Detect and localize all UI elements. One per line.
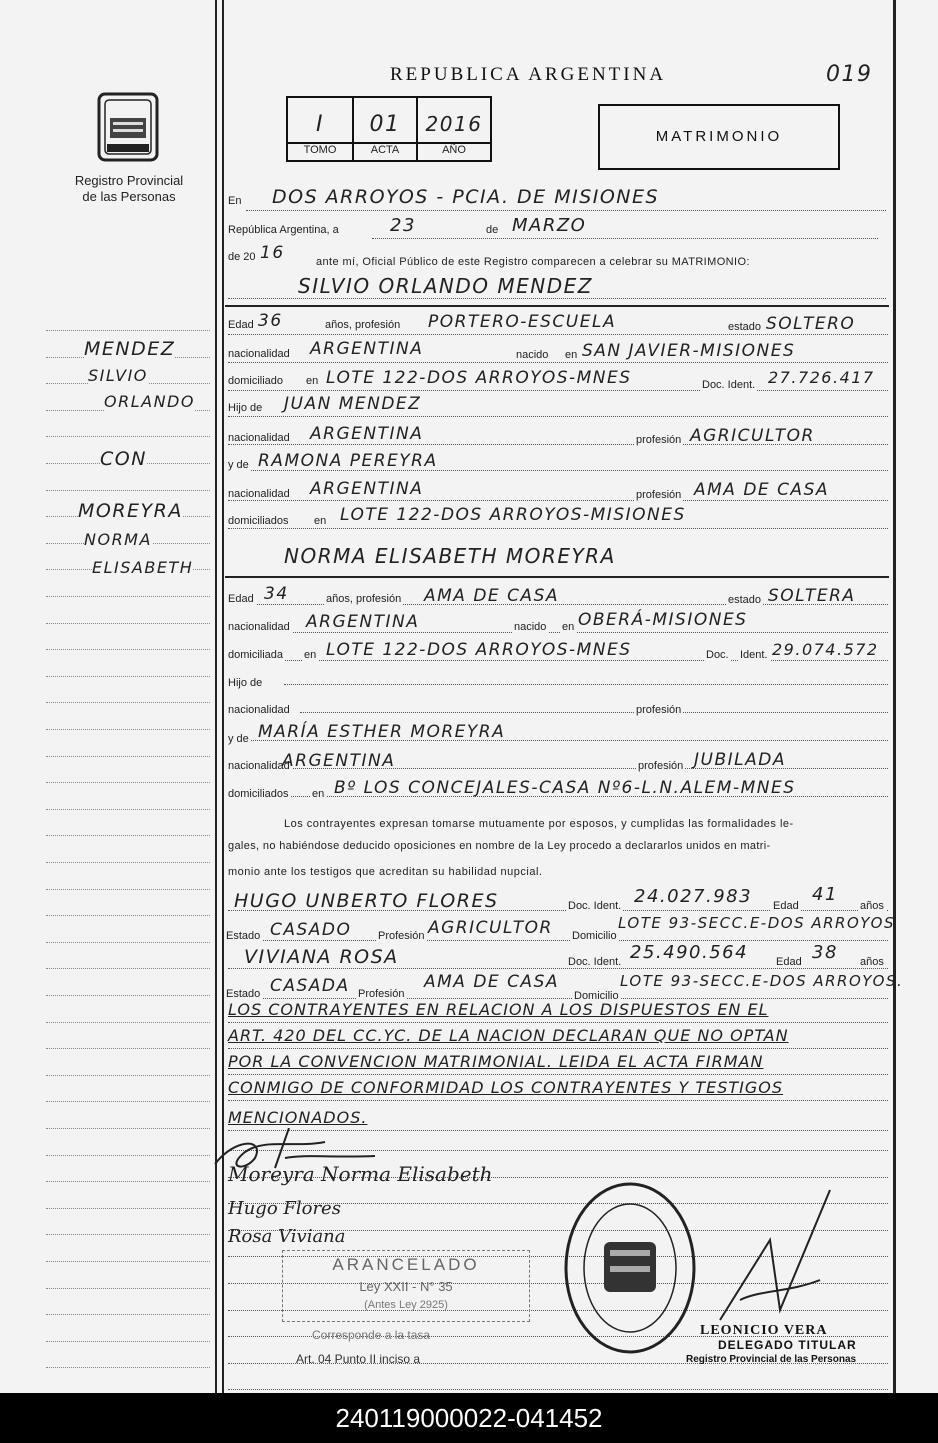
note-line-2: ART. 420 DEL CC.YC. DE LA NACION DECLARAN QUE NO OPTAN — [228, 1026, 789, 1045]
act-type: MATRIMONIO — [655, 128, 783, 145]
groom-signature-icon — [205, 1128, 385, 1188]
dotted-line — [228, 1100, 888, 1101]
groom-mother: RAMONA PEREYRA — [258, 451, 438, 471]
anio-label: AÑO — [442, 144, 466, 156]
margin-line — [46, 1022, 210, 1023]
note-line-3: POR LA CONVENCION MATRIMONIAL. LEIDA EL ACTA FIRMAN — [228, 1052, 764, 1071]
margin-line — [46, 596, 210, 597]
label-domicilio-w1: Domicilio — [572, 930, 617, 942]
label-estado-b: estado — [728, 594, 762, 606]
bride-age: 34 — [264, 584, 289, 604]
label-ident-b: Ident. — [740, 649, 768, 661]
right-border — [893, 0, 896, 1393]
label-doc-w1: Doc. Ident. — [568, 900, 622, 912]
dotted-line — [228, 1022, 888, 1023]
acta-label: ACTA — [370, 144, 400, 156]
dotted-line — [228, 998, 888, 999]
margin-line — [46, 1128, 210, 1129]
margin-line — [46, 1208, 210, 1209]
witness2-doc: 25.490.564 — [630, 942, 749, 963]
margin-name-line-3: ORLANDO — [104, 392, 195, 411]
label-anios-b: años, profesión — [326, 593, 402, 605]
label-nacido-en: en — [565, 349, 578, 361]
dotted-line — [228, 660, 888, 661]
groom-profession: PORTERO-ESCUELA — [428, 312, 617, 332]
year-suffix: 16 — [260, 243, 285, 263]
label-y-de-b: y de — [228, 733, 249, 745]
mother-nationality: ARGENTINA — [310, 479, 424, 499]
margin-name-line-1: MENDEZ — [84, 338, 176, 360]
signature-bride: Moreyra Norma Elisabeth — [228, 1162, 493, 1186]
witness2-status: CASADA — [270, 976, 350, 996]
label-hijo: Hijo de — [228, 402, 263, 414]
label-profesion-w1: Profesión — [378, 930, 425, 942]
dotted-line — [228, 1048, 888, 1049]
anio-value: 2016 — [425, 112, 483, 136]
signature-witness-1: Hugo Flores — [228, 1198, 341, 1219]
parents-address: LOTE 122-DOS ARROYOS-MISIONES — [340, 505, 686, 525]
tomo-label: TOMO — [303, 144, 337, 156]
groom-address: LOTE 122-DOS ARROYOS-MNES — [326, 368, 632, 388]
mother-profession: AMA DE CASA — [694, 480, 829, 500]
margin-line — [46, 915, 210, 916]
label-domiciliados: domiciliados — [228, 515, 289, 527]
declaration-line-2: gales, no habiéndose deducido oposiciones en nombre de la Ley procedo a declararlos unidos en matri- — [228, 840, 771, 852]
label-nacionalidad-b: nacionalidad — [228, 621, 290, 633]
dotted-line — [228, 528, 888, 529]
official-title: DELEGADO TITULAR — [718, 1338, 857, 1352]
act-type-box — [598, 104, 840, 170]
dotted-line — [300, 712, 888, 713]
label-domicilio-w2: Domicilio — [574, 990, 619, 1002]
label-estado: estado — [728, 321, 762, 333]
label-anios: años, profesión — [325, 319, 401, 331]
label-en: En — [228, 195, 242, 207]
label-edad-w2: Edad — [776, 956, 802, 968]
margin-line — [46, 490, 210, 491]
label-domiciliados-b: domiciliados — [228, 788, 289, 800]
footer-code: 240119000022-041452 — [0, 1393, 938, 1443]
margin-line — [46, 1101, 210, 1102]
dotted-line — [228, 362, 888, 363]
note-line-5: MENCIONADOS. — [228, 1108, 368, 1127]
groom-birthplace: SAN JAVIER-MISIONES — [582, 341, 796, 361]
signature-witness-2: Rosa Viviana — [228, 1226, 346, 1247]
groom-nationality: ARGENTINA — [310, 339, 424, 359]
bride-mother-nationality: ARGENTINA — [282, 751, 396, 771]
witness1-status: CASADO — [270, 920, 352, 940]
witness2-address: LOTE 93-SECC.E-DOS ARROYOS. — [620, 972, 904, 990]
margin-line — [46, 835, 210, 836]
dotted-line — [228, 416, 888, 417]
official-signature-icon — [710, 1180, 840, 1330]
bride-status: SOLTERA — [768, 586, 856, 606]
margin-name-line-7: ELISABETH — [92, 558, 194, 577]
tomo-value: I — [316, 112, 324, 137]
margin-line — [46, 968, 210, 969]
bride-address: LOTE 122-DOS ARROYOS-MNES — [326, 640, 632, 660]
label-doc: Doc. Ident. — [702, 379, 756, 391]
label-en-dom2: en — [314, 515, 327, 527]
margin-line — [46, 436, 210, 437]
label-en-dom: en — [306, 375, 319, 387]
margin-line — [46, 995, 210, 996]
label-profesion-f: profesión — [636, 434, 682, 446]
label-nacido: nacido — [516, 349, 549, 361]
margin-line — [46, 729, 210, 730]
label-nacionalidad: nacionalidad — [228, 348, 290, 360]
label-estado-w1: Estado — [226, 930, 261, 942]
official-name: LEONICIO VERA — [700, 1323, 828, 1338]
margin-line — [46, 1234, 210, 1235]
margin-line — [46, 862, 210, 863]
margin-line — [46, 756, 210, 757]
margin-name-line-4: CON — [100, 448, 147, 470]
margin-line — [46, 1261, 210, 1262]
declaration-line-1: Los contrayentes expresan tomarse mutuamente por esposos, y cumplidas las formalidades le- — [284, 818, 794, 830]
margin-line — [46, 942, 210, 943]
label-domiciliada: domiciliada — [228, 649, 284, 661]
label-republica: República Argentina, a — [228, 224, 339, 236]
stamp-line-2: Ley XXII - N° 35 — [359, 1279, 453, 1294]
witness1-address: LOTE 93-SECC.E-DOS ARROYOS — [618, 914, 896, 932]
bride-profession: AMA DE CASA — [424, 586, 559, 606]
label-estado-w2: Estado — [226, 988, 261, 1000]
official-org: Registro Provincial de las Personas — [686, 1354, 857, 1365]
label-de: de — [486, 224, 499, 236]
label-profesion-bf: profesión — [636, 704, 682, 716]
margin-line — [46, 1314, 210, 1315]
groom-age: 36 — [258, 311, 283, 331]
label-nacionalidad-f: nacionalidad — [228, 432, 290, 444]
label-anios-w2: años — [860, 956, 884, 968]
margin-line — [46, 676, 210, 677]
father-profession: AGRICULTOR — [690, 426, 815, 446]
stamp-line-5: Art. 04 Punto II inciso a — [296, 1352, 421, 1366]
dotted-line — [228, 500, 888, 501]
margin-line — [46, 889, 210, 890]
fee-stamp — [282, 1250, 530, 1322]
label-edad-b: Edad — [228, 593, 254, 605]
label-doc-w2: Doc. Ident. — [568, 956, 622, 968]
margin-line — [46, 1341, 210, 1342]
label-nacionalidad-bm: nacionalidad — [228, 760, 290, 772]
province-logo-icon — [95, 88, 161, 166]
dotted-line — [228, 940, 888, 941]
margin-line — [46, 623, 210, 624]
year-prefix: de 20 — [228, 251, 256, 263]
oficial-text: ante mí, Oficial Público de este Registro comparecen a celebrar su MATRIMONIO: — [316, 256, 750, 268]
dotted-line — [228, 968, 888, 969]
stamp-line-4: Corresponde a la tasa — [312, 1328, 431, 1342]
margin-name-line-6: NORMA — [84, 530, 152, 549]
stamp-line-1: ARANCELADO — [332, 1255, 480, 1274]
dotted-line — [228, 1074, 888, 1075]
label-nacido-en-b: en — [562, 621, 575, 633]
father-nationality: ARGENTINA — [310, 424, 424, 444]
groom-status: SOLTERO — [766, 314, 856, 334]
label-y-de: y de — [228, 459, 249, 471]
label-profesion-w2: Profesión — [358, 988, 405, 1000]
dotted-line — [228, 334, 888, 335]
stamp-line-3: (Antes Ley 2925) — [364, 1299, 448, 1311]
margin-line — [46, 1367, 210, 1368]
bride-nationality: ARGENTINA — [306, 612, 420, 632]
witness1-age: 41 — [812, 884, 838, 905]
dotted-line — [228, 390, 888, 391]
section-rule — [225, 305, 889, 307]
label-nacionalidad-m: nacionalidad — [228, 488, 290, 500]
note-line-1: LOS CONTRAYENTES EN RELACION A LOS DISPUESTOS EN EL — [228, 1000, 769, 1019]
day: 23 — [390, 215, 416, 236]
witness2-name: VIVIANA ROSA — [244, 946, 399, 968]
bride-parents-address: Bº LOS CONCEJALES-CASA Nº6-L.N.ALEM-MNES — [334, 778, 796, 798]
country-title: REPUBLICA ARGENTINA — [390, 64, 667, 85]
label-anios-w1: años — [860, 900, 884, 912]
section-rule-bride — [225, 576, 889, 578]
margin-name-line-2: SILVIO — [88, 366, 148, 385]
margin-name-line-5: MOREYRA — [78, 500, 183, 522]
margin-line — [46, 702, 210, 703]
label-nacionalidad-bf: nacionalidad — [228, 704, 290, 716]
label-en-dom-b: en — [304, 649, 317, 661]
label-hijo-b: Hijo de — [228, 677, 263, 689]
dotted-line — [228, 632, 888, 633]
margin-line — [46, 809, 210, 810]
note-line-4: CONMIGO DE CONFORMIDAD LOS CONTRAYENTES Y TESTIGOS — [228, 1078, 784, 1097]
label-profesion-bm: profesión — [638, 760, 684, 772]
acta-table — [286, 96, 492, 162]
margin-line — [46, 782, 210, 783]
witness1-name: HUGO UNBERTO FLORES — [234, 890, 499, 912]
groom-doc: 27.726.417 — [768, 368, 875, 387]
declaration-line-3: monio ante los testigos que acreditan su habilidad nupcial. — [228, 866, 543, 878]
witness2-age: 38 — [812, 942, 838, 963]
margin-line — [46, 1288, 210, 1289]
margin-line — [46, 1048, 210, 1049]
label-domiciliado: domiciliado — [228, 375, 284, 387]
month: MARZO — [512, 215, 587, 236]
page-number: 019 — [826, 62, 873, 87]
bride-name: NORMA ELISABETH MOREYRA — [284, 544, 616, 568]
dotted-line — [284, 684, 888, 685]
label-en-dom-b2: en — [312, 788, 325, 800]
margin-line — [46, 330, 210, 331]
acta-value: 01 — [369, 112, 401, 137]
margin-line — [46, 649, 210, 650]
bride-mother-profession: JUBILADA — [694, 750, 786, 770]
dotted-line — [228, 1389, 888, 1390]
label-doc-b: Doc. — [706, 649, 729, 661]
witness2-profession: AMA DE CASA — [424, 972, 559, 992]
margin-line — [46, 1075, 210, 1076]
label-edad: Edad — [228, 319, 254, 331]
witness1-doc: 24.027.983 — [634, 886, 753, 907]
official-seal-icon — [562, 1180, 698, 1356]
bride-doc: 29.074.572 — [772, 640, 879, 659]
label-edad-w1: Edad — [773, 900, 799, 912]
margin-line — [46, 1181, 210, 1182]
groom-name: SILVIO ORLANDO MENDEZ — [298, 274, 593, 298]
place: DOS ARROYOS - PCIA. DE MISIONES — [272, 186, 660, 208]
registry-name: Registro Provincial de las Personas — [74, 173, 184, 204]
bride-mother: MARÍA ESTHER MOREYRA — [258, 722, 506, 742]
bride-birthplace: OBERÁ-MISIONES — [578, 610, 748, 630]
label-profesion-m: profesión — [636, 489, 682, 501]
margin-line — [46, 1155, 210, 1156]
groom-father: JUAN MENDEZ — [284, 394, 422, 414]
label-nacido-b: nacido — [514, 621, 547, 633]
witness1-profession: AGRICULTOR — [428, 918, 553, 938]
